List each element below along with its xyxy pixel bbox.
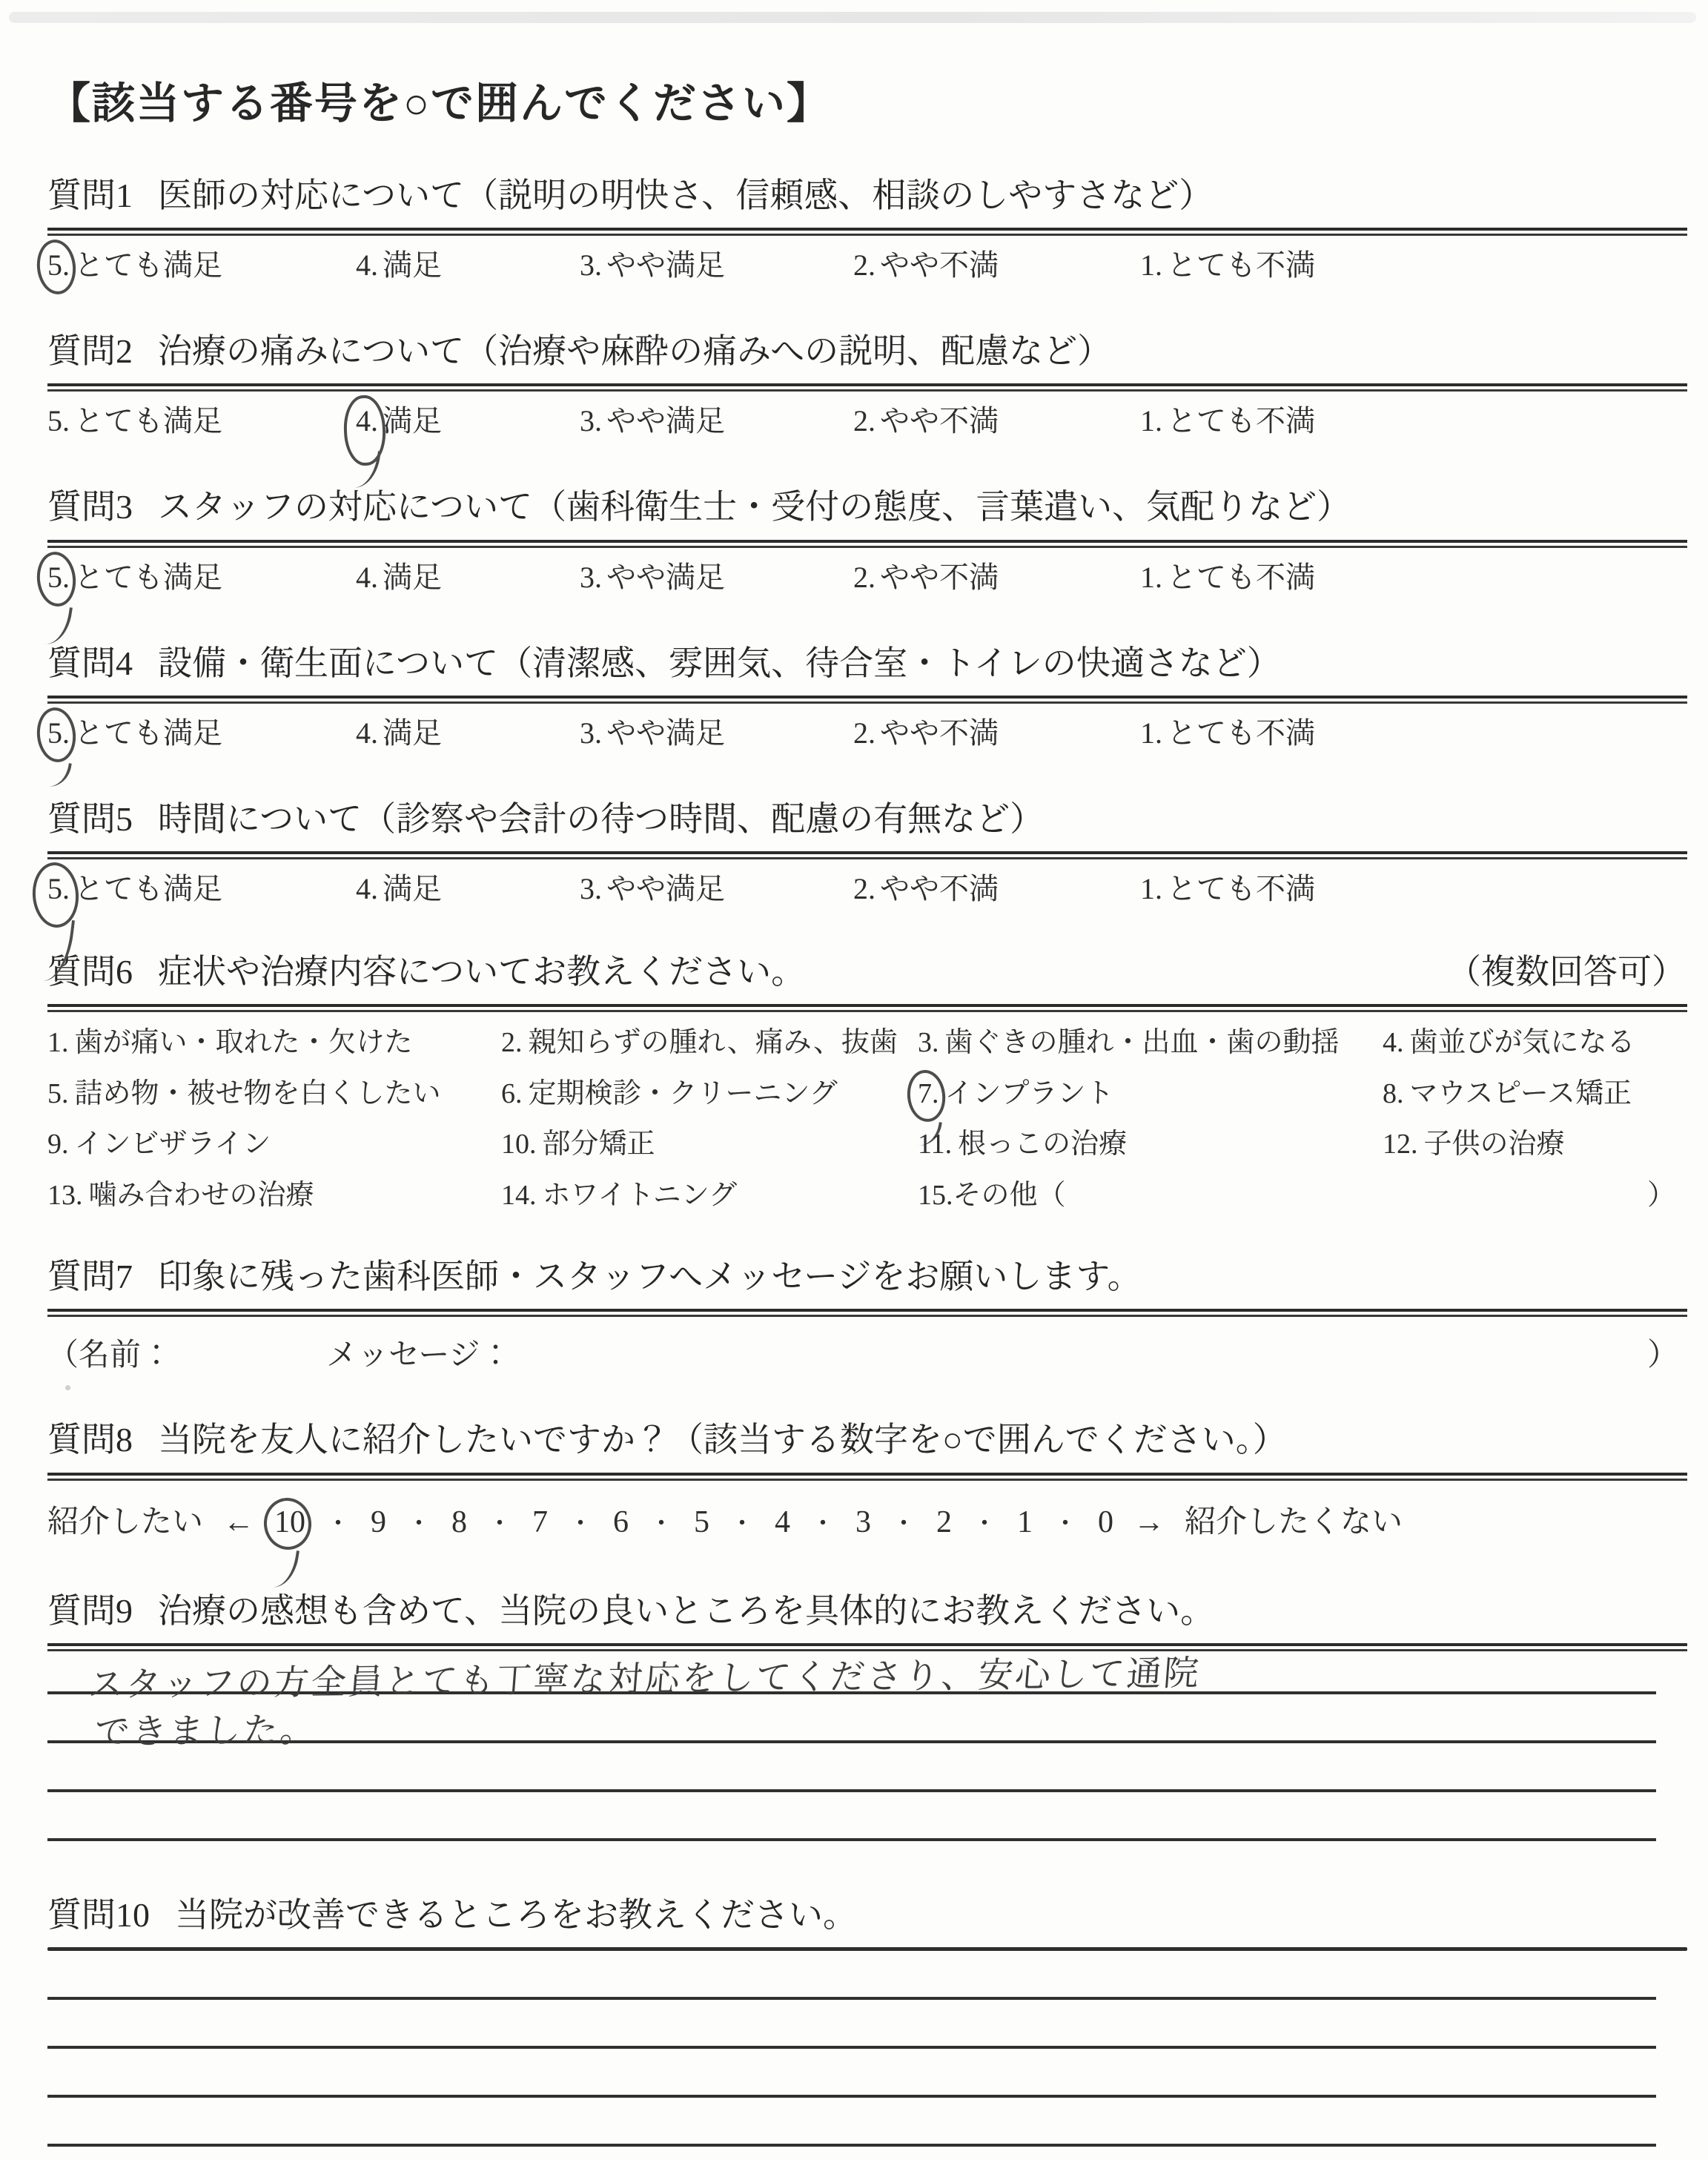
question-text: 治療の感想も含めて、当院の良いところを具体的にお教えください。 (158, 1591, 1215, 1630)
option-label: とても不満 (1167, 560, 1315, 594)
item-label: 歯ぐきの腫れ・出血・歯の動揺 (944, 1027, 1340, 1059)
treatment-options-grid (47, 1025, 1686, 1213)
name-field-label: （名前： (47, 1338, 173, 1373)
option-3 (580, 870, 853, 908)
question-text: スタッフの対応について（歯科衛生士・受付の態度、言葉遣い、気配りなど） (158, 488, 1351, 526)
nps-scale-row (47, 1497, 1686, 1539)
scale-dot: ・ (325, 1510, 351, 1538)
option-2 (853, 402, 1140, 440)
heading-rule (47, 1004, 1687, 1012)
multiple-answers-note: （複数回答可） (1447, 952, 1686, 991)
question-4-heading (47, 643, 1686, 684)
question-text: 時間について（診察や会計の待つ時間、配慮の有無など） (158, 799, 1045, 838)
question-block-6 (47, 951, 1686, 1213)
scale-value: 5 (694, 1505, 710, 1539)
option-number: 4. (356, 560, 378, 594)
heading-rule (47, 1473, 1687, 1481)
heading-rule (47, 540, 1687, 548)
question-text: 当院を友人に紹介したいですか？（該当する数字を○で囲んでください。） (158, 1421, 1287, 1459)
option-1 (1140, 870, 1315, 908)
option-number: 4. (356, 871, 378, 905)
option-5 (47, 246, 356, 285)
item-number: 15. (918, 1179, 953, 1211)
question-5-heading (47, 799, 1686, 839)
option-label: とても満足 (74, 248, 222, 283)
scale-value: 6 (613, 1505, 629, 1539)
scale-dot: ・ (649, 1510, 675, 1538)
treatment-item-13 (47, 1178, 501, 1214)
circle-annotation: 5. (47, 714, 70, 753)
option-2 (853, 246, 1140, 285)
question-text: 設備・衛生面について（清潔感、雰囲気、待合室・トイレの快適さなど） (158, 644, 1281, 682)
item-number: 3. (918, 1027, 939, 1059)
option-number: 1. (1140, 871, 1162, 905)
question-block-2 (47, 331, 1686, 440)
question-7-heading (47, 1256, 1686, 1297)
item-label: 歯が痛い・取れた・欠けた (74, 1027, 413, 1059)
question-2-heading (47, 331, 1686, 371)
item-number: 14. (501, 1179, 537, 1211)
q10-answer-area (47, 1951, 1656, 2147)
option-4 (356, 714, 580, 753)
scale-dot: ・ (568, 1510, 594, 1538)
scale-dot: ・ (487, 1510, 513, 1538)
question-block-5 (47, 799, 1686, 908)
question-3-heading (47, 486, 1686, 527)
page-title: 【該当する番号を○で囲んでください】 (47, 79, 832, 128)
arrow-right-icon: → (1133, 1505, 1165, 1539)
question-9-heading (47, 1591, 1686, 1631)
option-label: やや満足 (606, 560, 725, 594)
item-number: 6. (501, 1077, 523, 1109)
question-number: 質問5 (47, 799, 133, 838)
circle-annotation: 4. (356, 402, 378, 440)
option-label: やや満足 (606, 871, 725, 905)
option-label: とても満足 (74, 716, 222, 750)
option-3 (580, 558, 853, 597)
option-2 (853, 558, 1140, 597)
option-4 (356, 246, 580, 285)
question-10-heading (47, 1895, 1686, 1935)
heading-rule (47, 1309, 1687, 1317)
option-1 (1140, 558, 1315, 597)
scale-value: 8 (451, 1505, 468, 1539)
option-label: やや不満 (880, 404, 999, 438)
scale-value: 9 (371, 1505, 387, 1539)
option-number: 1. (1140, 248, 1162, 283)
item-number: 10. (501, 1129, 537, 1160)
name-message-row (47, 1330, 1686, 1373)
option-label: 満足 (383, 404, 442, 438)
question-number: 質問1 (47, 176, 133, 214)
item-label: 定期検診・クリーニング (528, 1077, 838, 1109)
question-block-10 (47, 1895, 1686, 2147)
item-number: 11. (918, 1129, 953, 1160)
treatment-item-6 (501, 1077, 918, 1112)
options-row (47, 402, 1686, 440)
item-label: ホワイトニング (542, 1179, 738, 1211)
treatment-item-12 (1383, 1127, 1686, 1163)
option-number: 4. (356, 248, 378, 283)
scale-dot: ・ (406, 1510, 432, 1538)
treatment-item-2 (501, 1025, 918, 1061)
option-5 (47, 714, 356, 753)
option-5 (47, 402, 356, 440)
option-1 (1140, 714, 1315, 753)
circle-annotation: 7. (918, 1077, 939, 1112)
question-block-4 (47, 643, 1686, 753)
circle-annotation: 10 (274, 1505, 306, 1539)
question-number: 質問8 (47, 1421, 133, 1459)
treatment-item-4 (1383, 1025, 1686, 1061)
item-number: 9. (47, 1129, 69, 1160)
question-block-7 (47, 1256, 1686, 1373)
option-label: とても満足 (74, 560, 222, 594)
option-number: 1. (1140, 560, 1162, 594)
option-label: とても満足 (74, 404, 222, 438)
treatment-item-15-other (918, 1178, 1686, 1214)
scale-dot: ・ (729, 1510, 755, 1538)
item-number: 12. (1383, 1129, 1418, 1160)
item-number: 13. (47, 1179, 83, 1211)
item-number: 5. (47, 1077, 69, 1109)
option-number: 3. (580, 248, 602, 283)
option-1 (1140, 402, 1315, 440)
option-label: やや満足 (606, 248, 725, 283)
scale-dot: ・ (1053, 1510, 1079, 1538)
treatment-item-8 (1383, 1077, 1686, 1112)
option-number: 2. (853, 404, 875, 438)
question-text: 印象に残った歯科医師・スタッフへメッセージをお願いします。 (158, 1258, 1142, 1296)
item-label: 詰め物・被せ物を白くしたい (74, 1077, 441, 1109)
option-label: やや不満 (880, 560, 999, 594)
circle-annotation: 5. (47, 246, 70, 285)
scale-dot: ・ (810, 1510, 836, 1538)
heading-rule (47, 696, 1687, 704)
treatment-item-14 (501, 1178, 918, 1214)
scale-value: 7 (532, 1505, 549, 1539)
scale-value: 0 (1098, 1505, 1114, 1539)
option-number: 3. (580, 716, 602, 750)
option-label: やや不満 (880, 871, 999, 905)
question-block-3 (47, 486, 1686, 596)
option-number: 3. (580, 560, 602, 594)
other-close-paren: ） (1646, 1179, 1675, 1211)
handwritten-answer-line-2: できました。 (93, 1711, 319, 1752)
option-label: とても不満 (1167, 248, 1315, 283)
options-row (47, 246, 1686, 285)
option-number: 2. (853, 248, 875, 283)
scale-dot: ・ (891, 1510, 917, 1538)
treatment-item-1 (47, 1025, 501, 1061)
option-number: 1. (1140, 716, 1162, 750)
heading-rule (47, 383, 1687, 392)
item-label: 噛み合わせの治療 (88, 1179, 314, 1211)
item-label: 親知らずの腫れ、痛み、抜歯 (528, 1027, 898, 1059)
answer-line (47, 2049, 1656, 2098)
item-number: 8. (1383, 1077, 1404, 1109)
scale-value: 4 (775, 1505, 791, 1539)
option-number: 4. (356, 716, 378, 750)
item-label: 子供の治療 (1423, 1129, 1565, 1160)
option-label: やや満足 (606, 716, 725, 750)
circle-annotation: 5. (47, 870, 70, 908)
option-3 (580, 246, 853, 285)
item-number: 2. (501, 1027, 523, 1059)
option-label: とても不満 (1167, 404, 1315, 438)
question-number: 質問10 (47, 1895, 150, 1934)
heading-rule (47, 228, 1687, 236)
treatment-item-9 (47, 1127, 501, 1163)
scale-value: 1 (1017, 1505, 1033, 1539)
item-label: 根っこの治療 (958, 1129, 1128, 1160)
question-number: 質問2 (47, 332, 133, 371)
option-label: 満足 (383, 871, 442, 905)
question-text: 治療の痛みについて（治療や麻酔の痛みへの説明、配慮など） (158, 332, 1112, 371)
item-label: 歯並びが気になる (1409, 1027, 1635, 1059)
item-label: インビザライン (74, 1129, 271, 1160)
answer-line (47, 2098, 1656, 2147)
message-field-label: メッセージ： (326, 1338, 512, 1373)
circle-annotation: 5. (47, 558, 70, 597)
treatment-item-3 (918, 1025, 1383, 1061)
question-number: 質問3 (47, 488, 133, 526)
scale-value: 2 (936, 1505, 953, 1539)
question-number: 質問9 (47, 1591, 133, 1630)
item-label: 部分矯正 (542, 1129, 655, 1160)
arrow-left-icon: ← (223, 1505, 255, 1539)
answer-line (47, 1792, 1656, 1841)
question-block-1 (47, 175, 1686, 285)
option-3 (580, 714, 853, 753)
question-text: 症状や治療内容についてお教えください。 (158, 952, 806, 991)
question-8-heading (47, 1419, 1686, 1460)
option-label: 満足 (383, 248, 442, 283)
option-4 (356, 558, 580, 597)
scale-left-label: 紹介したい (47, 1505, 204, 1539)
question-number: 質問4 (47, 644, 133, 682)
treatment-item-5 (47, 1077, 501, 1112)
question-block-9 (47, 1591, 1686, 1841)
option-label: 満足 (383, 716, 442, 750)
option-label: 満足 (383, 560, 442, 594)
treatment-item-7 (918, 1077, 1383, 1112)
option-label: とても不満 (1167, 871, 1315, 905)
scale-value: 3 (855, 1505, 872, 1539)
scale-right-label: 紹介したくない (1185, 1505, 1403, 1539)
question-1-heading (47, 175, 1686, 216)
question-text: 当院が改善できるところをお教えください。 (175, 1895, 857, 1934)
question-number: 質問7 (47, 1258, 133, 1296)
item-label: その他（ (953, 1179, 1066, 1211)
option-number: 2. (853, 716, 875, 750)
close-paren: ） (1646, 1338, 1678, 1373)
q9-answer-area (47, 1651, 1656, 1841)
item-number: 4. (1383, 1027, 1404, 1059)
item-number: 1. (47, 1027, 69, 1059)
option-label: とても不満 (1167, 716, 1315, 750)
option-1 (1140, 246, 1315, 285)
question-text: 医師の対応について（説明の明快さ、信頼感、相談のしやすさなど） (158, 176, 1214, 214)
treatment-item-11 (918, 1127, 1383, 1163)
treatment-item-10 (501, 1127, 918, 1163)
option-5 (47, 870, 356, 908)
option-2 (853, 870, 1140, 908)
option-2 (853, 714, 1140, 753)
option-4 (356, 402, 580, 440)
options-row (47, 714, 1686, 753)
option-number: 3. (580, 871, 602, 905)
scale-dot: ・ (972, 1510, 998, 1538)
question-6-heading (47, 951, 1686, 992)
option-4 (356, 870, 580, 908)
option-number: 1. (1140, 404, 1162, 438)
question-block-8 (47, 1419, 1686, 1539)
heading-rule (47, 851, 1687, 859)
handwritten-answer-line-1: スタッフの方全員とても丁寧な対応をしてくださり、安心して通院 (87, 1654, 1202, 1705)
item-label: インプラント (944, 1077, 1114, 1109)
options-row (47, 558, 1686, 597)
option-number: 2. (853, 871, 875, 905)
option-label: やや不満 (880, 716, 999, 750)
option-label: やや満足 (606, 404, 725, 438)
answer-line (47, 2000, 1656, 2049)
option-5 (47, 558, 356, 597)
option-label: やや不満 (880, 248, 999, 283)
option-number: 3. (580, 404, 602, 438)
item-label: マウスピース矯正 (1409, 1077, 1632, 1109)
option-label: とても満足 (74, 871, 222, 905)
option-number: 2. (853, 560, 875, 594)
options-row (47, 870, 1686, 908)
option-3 (580, 402, 853, 440)
answer-line (47, 1951, 1656, 2000)
option-number: 5. (47, 404, 70, 438)
question-number: 質問6 (47, 952, 133, 991)
